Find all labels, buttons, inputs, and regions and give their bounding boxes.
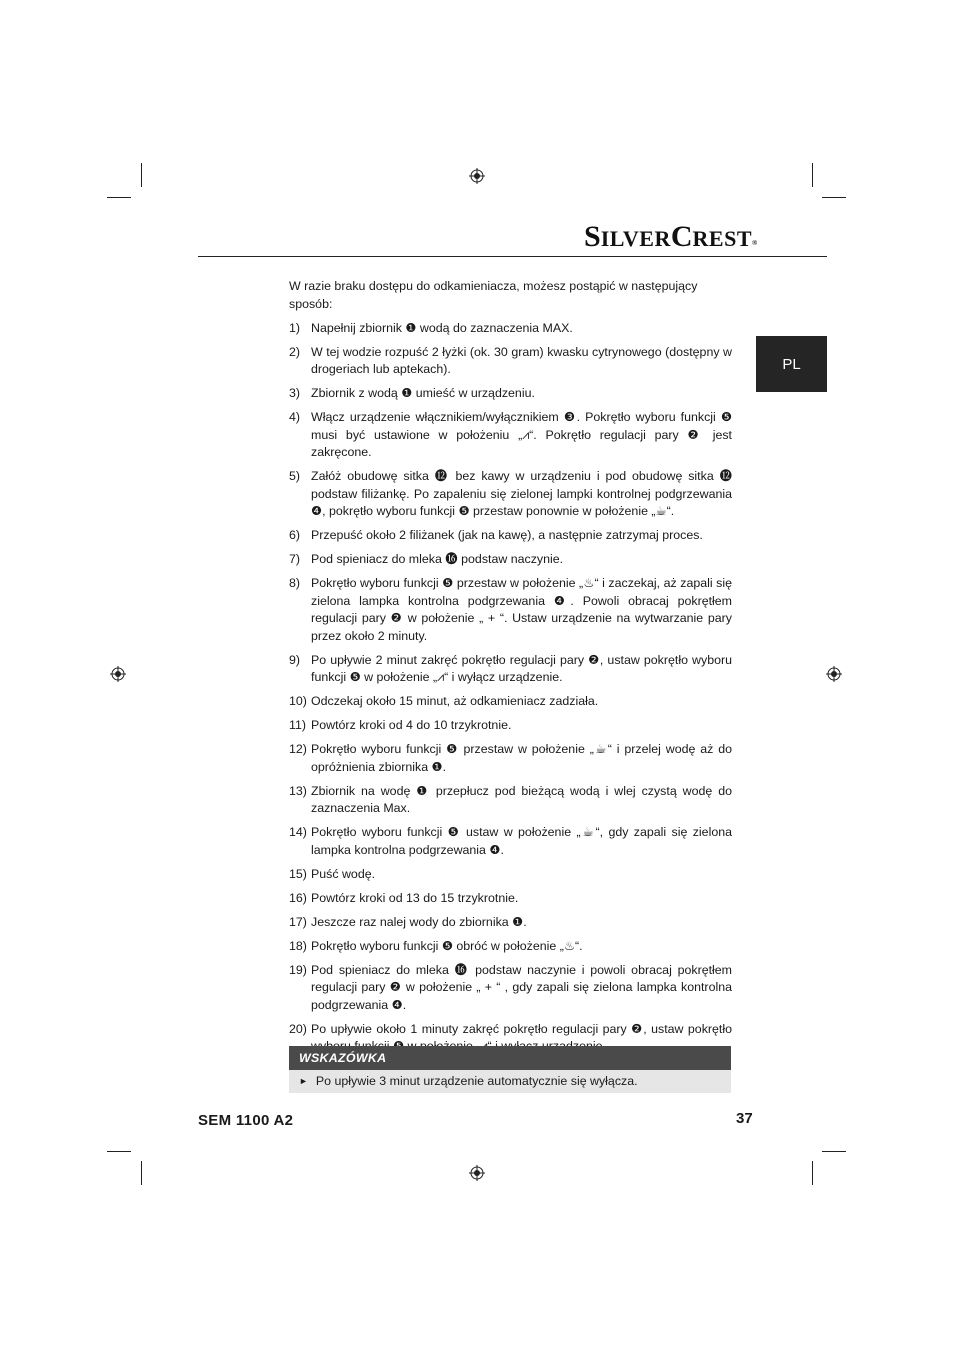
- list-item: [289, 551, 732, 569]
- step-number: 19): [289, 962, 307, 977]
- step-number: 9): [289, 652, 301, 667]
- step-number: 12): [289, 742, 307, 756]
- step-text: Włącz urządzenie włącznikiem/wyłącznikiem ❸. Pokrętło wyboru funkcji ❺ musi być ustawione w położeniu „⩘“. Pokrętło regulacji pary ❷ jest zakręcone.: [311, 410, 732, 459]
- step-number: 8): [289, 576, 301, 590]
- registration-mark-icon: [110, 666, 126, 682]
- list-item: [289, 866, 732, 884]
- crop-mark: [822, 1151, 846, 1152]
- step-text: Po upływie około 1 minuty zakręć pokrętło regulacji pary ❷, ustaw pokrętło: [311, 1021, 732, 1036]
- step-text: Pod spieniacz do mleka ⓰ podstaw naczynie i powoli obracaj pokrętłem regulacji pary ❷ w położenie „ + “ , gdy zapali się zielona lampka kontrolna podgrzewania ❹.: [311, 962, 732, 1012]
- header-divider: [198, 256, 827, 257]
- step-text: Pod spieniacz do mleka ⓰ podstaw naczynie.: [311, 552, 564, 566]
- brand-logo: SILVERCREST®: [584, 220, 758, 253]
- step-number: 18): [289, 938, 307, 953]
- crop-mark: [141, 1161, 142, 1185]
- crop-mark: [107, 1151, 131, 1152]
- step-number: 11): [289, 718, 306, 732]
- model-number: SEM 1100 A2: [198, 1112, 294, 1129]
- list-item: [289, 717, 732, 735]
- step-text: Załóż obudowę sitka ⓬ bez kawy w urządzeniu i pod obudowę sitka ⓬ podstaw filiżankę. Po zapaleniu się zielonej lampki kontrolnej podgrzewania ❹, pokrętło wyboru funkcji ❺ przestaw ponownie w położenie „☕“.: [311, 469, 732, 518]
- registration-mark-icon: [469, 1165, 485, 1181]
- list-item: [289, 962, 732, 1015]
- step-number: 16): [289, 890, 307, 905]
- crop-mark: [822, 197, 846, 198]
- step-text: Odczekaj około 15 minut, aż odkamieniacz zadziała.: [311, 694, 599, 708]
- page-number: 37: [736, 1110, 753, 1127]
- list-item: [289, 652, 732, 687]
- step-number: 14): [289, 825, 307, 839]
- list-item: [289, 385, 732, 403]
- list-item: [289, 575, 732, 645]
- note-text: Po upływie 3 minut urządzenie automatycznie się wyłącza.: [315, 1074, 638, 1088]
- list-item: [289, 409, 732, 462]
- note-box: [289, 1046, 731, 1093]
- list-item: [289, 890, 732, 908]
- steps-list: [289, 320, 732, 1056]
- step-text: Pokrętło wyboru funkcji ❺ przestaw w położenie „♨“ i zaczekaj, aż zapali się zielona lampka kontrolna podgrzewania ❹. Powoli obracaj pokrętłem regulacji pary ❷ w położenie „ + “. Ustaw urządzenie na wytwarzanie pary przez około 2 minuty.: [311, 576, 732, 643]
- step-text: W tej wodzie rozpuść 2 łyżki (ok. 30 gram) kwasku cytrynowego (dostępny w drogeriach lub aptekach).: [311, 344, 732, 376]
- step-number: 20): [289, 1021, 307, 1036]
- step-text: Przepuść około 2 filiżanek (jak na kawę), a następnie zatrzymaj proces.: [311, 528, 703, 542]
- note-heading: WSKAZÓWKA: [289, 1046, 731, 1070]
- step-text: Pokrętło wyboru funkcji ❺ przestaw w położenie „☕“ i przelej wodę aż do opróżnienia zbiornika ❶.: [311, 742, 732, 774]
- step-text: Jeszcze raz nalej wody do zbiornika ❶.: [311, 914, 527, 929]
- step-number: 3): [289, 386, 301, 400]
- step-number: 10): [289, 694, 307, 708]
- intro-text: W razie braku dostępu do odkamieniacza, możesz postąpić w następujący sposób:: [289, 279, 698, 311]
- step-text: Zbiornik z wodą ❶ umieść w urządzeniu.: [311, 386, 535, 400]
- list-item: [289, 914, 732, 932]
- crop-mark: [812, 163, 813, 187]
- list-item: [289, 938, 732, 956]
- step-number: 13): [289, 783, 307, 798]
- list-item: [289, 783, 732, 818]
- list-item: [289, 824, 732, 859]
- step-text: Pokrętło wyboru funkcji ❺ obróć w położenie „♨“.: [311, 938, 583, 953]
- bullet-arrow-icon: ►: [299, 1076, 308, 1086]
- crop-mark: [107, 197, 131, 198]
- note-body: [289, 1070, 731, 1093]
- list-item: [289, 693, 732, 711]
- crop-mark: [812, 1161, 813, 1185]
- step-number: 1): [289, 320, 301, 335]
- step-number: 17): [289, 914, 307, 929]
- step-number: 5): [289, 469, 301, 483]
- crop-mark: [141, 163, 142, 187]
- list-item: [289, 741, 732, 776]
- list-item: [289, 468, 732, 521]
- step-text: Zbiornik na wodę ❶ przepłucz pod bieżącą wodą i wlej czystą wodę do zaznaczenia Max.: [311, 783, 732, 815]
- registration-mark-icon: [826, 666, 842, 682]
- instruction-content: [289, 278, 732, 1062]
- step-text: Pokrętło wyboru funkcji ❺ ustaw w położenie „☕“, gdy zapali się zielona lampka kontrolna podgrzewania ❹.: [311, 825, 732, 857]
- registration-mark-icon: [469, 168, 485, 184]
- list-item: [289, 320, 732, 338]
- list-item: [289, 527, 732, 545]
- step-text: Puść wodę.: [311, 866, 376, 881]
- step-number: 2): [289, 344, 301, 359]
- language-tab: PL: [756, 336, 827, 392]
- step-text: Po upływie 2 minut zakręć pokrętło regulacji pary ❷, ustaw pokrętło wyboru funkcji ❺ w położenie „⩘“ i wyłącz urządzenie.: [311, 652, 732, 684]
- step-number: 6): [289, 528, 301, 542]
- step-number: 15): [289, 866, 307, 881]
- step-number: 7): [289, 552, 301, 566]
- list-item: [289, 344, 732, 379]
- step-text: Powtórz kroki od 13 do 15 trzykrotnie.: [311, 890, 519, 905]
- step-text: Powtórz kroki od 4 do 10 trzykrotnie.: [311, 718, 512, 732]
- step-text: Napełnij zbiornik ❶ wodą do zaznaczenia MAX.: [311, 320, 573, 335]
- step-number: 4): [289, 410, 301, 424]
